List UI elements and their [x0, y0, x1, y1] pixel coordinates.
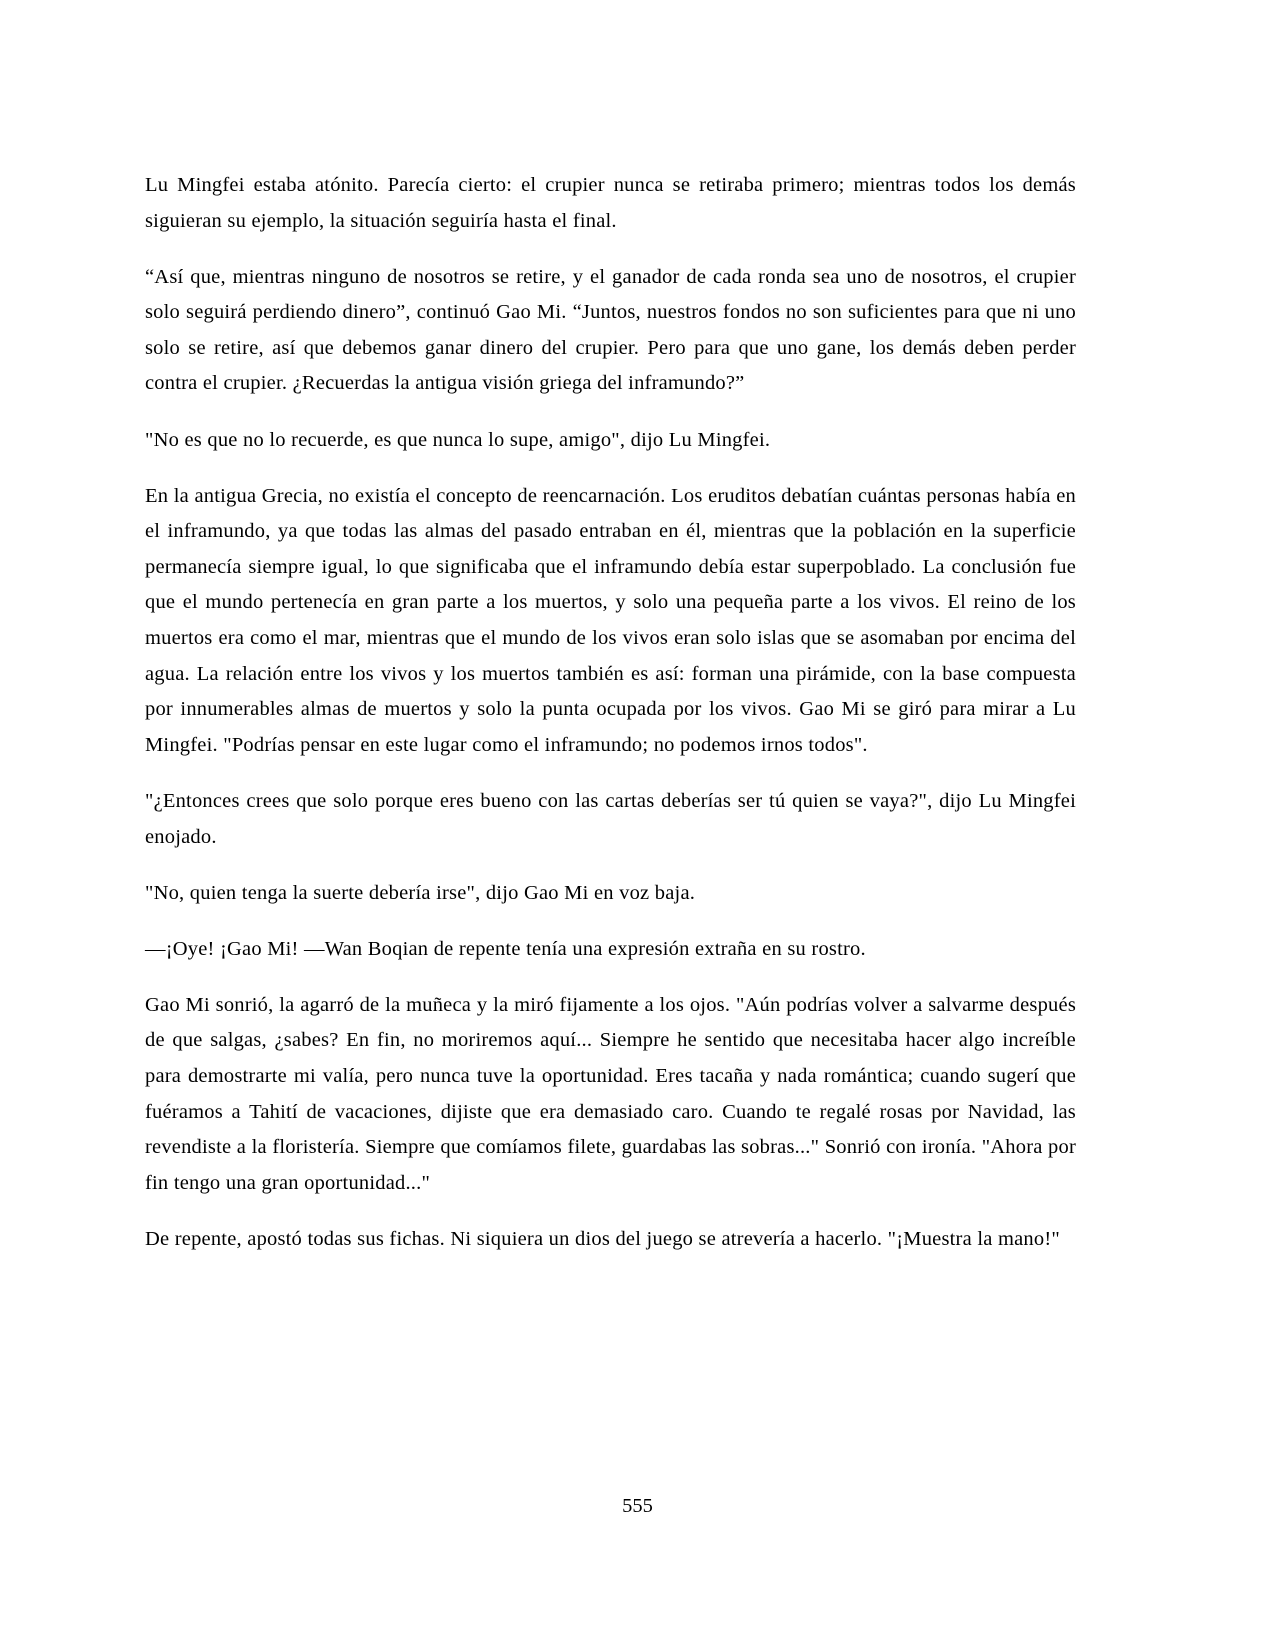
paragraph-5: "¿Entonces crees que solo porque eres bueno con las cartas deberías ser tú quien se vaya?", dijo Lu Mingfei enojado.	[145, 789, 1076, 848]
paragraph-2: “Así que, mientras ninguno de nosotros se retire, y el ganador de cada ronda sea uno de nosotros, el crupier solo seguirá perdiendo dinero”, continuó Gao Mi. “Juntos, nuestros fondos no son suficientes para que ni uno solo se retire, así que debemos ganar dinero del crupier. Pero para que uno gane, los demás deben perder contra el crupier. ¿Recuerdas la antigua visión griega del inframundo?”	[145, 265, 1076, 395]
page-number: 555	[622, 1495, 653, 1517]
paragraph-9: De repente, apostó todas sus fichas. Ni siquiera un dios del juego se atrevería a hacerlo. "¡Muestra la mano!"	[145, 1227, 1060, 1250]
page-body-text	[145, 168, 1076, 1257]
paragraph-1: Lu Mingfei estaba atónito. Parecía cierto: el crupier nunca se retiraba primero; mientras todos los demás siguieran su ejemplo, la situación seguiría hasta el final.	[145, 174, 1076, 232]
paragraph-6: "No, quien tenga la suerte debería irse", dijo Gao Mi en voz baja.	[145, 881, 696, 904]
paragraph-4: En la antigua Grecia, no existía el concepto de reencarnación. Los eruditos debatían cuántas personas había en el inframundo, ya que todas las almas del pasado entraban en él, mientras que la población en la superficie permanecía siempre igual, lo que significaba que el inframundo debía estar superpoblado. La conclusión fue que el mundo pertenecía en gran parte a los muertos, y solo una pequeña parte a los vivos. El reino de los muertos era como el mar, mientras que el mundo de los vivos eran solo islas que se asomaban por encima del agua. La relación entre los vivos y los muertos también es así: forman una pirámide, con la base compuesta por innumerables almas de muertos y solo la punta ocupada por los vivos. Gao Mi se giró para mirar a Lu Mingfei. "Podrías pensar en este lugar como el inframundo; no podemos irnos todos".	[145, 484, 1076, 756]
paragraph-8: Gao Mi sonrió, la agarró de la muñeca y la miró fijamente a los ojos. "Aún podrías volver a salvarme después de que salgas, ¿sabes? En fin, no moriremos aquí... Siempre he sentido que necesitaba hacer algo increíble para demostrarte mi valía, pero nunca tuve la oportunidad. Eres tacaña y nada romántica; cuando sugerí que fuéramos a Tahití de vacaciones, dijiste que era demasiado caro. Cuando te regalé rosas por Navidad, las revendiste a la floristería. Siempre que comíamos filete, guardabas las sobras..." Sonrió con ironía. "Ahora por fin tengo una gran oportunidad..."	[145, 993, 1076, 1194]
paragraph-7: —¡Oye! ¡Gao Mi! —Wan Boqian de repente tenía una expresión extraña en su rostro.	[145, 937, 866, 960]
paragraph-3: "No es que no lo recuerde, es que nunca lo supe, amigo", dijo Lu Mingfei.	[145, 428, 771, 451]
